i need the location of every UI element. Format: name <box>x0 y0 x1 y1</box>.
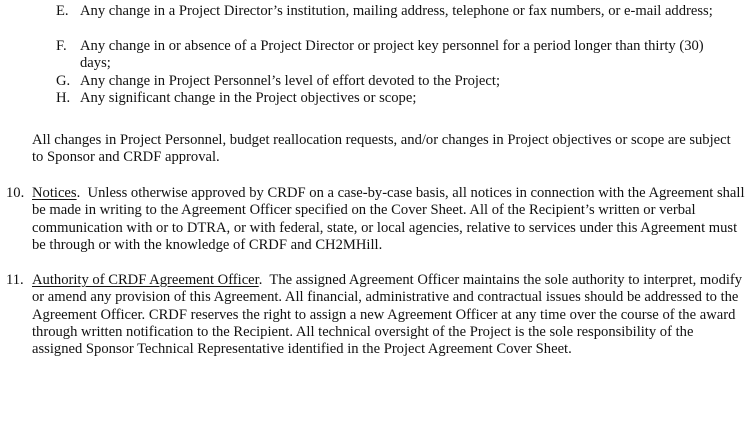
section-10-notices <box>6 185 746 254</box>
section-number: 11. <box>6 272 24 288</box>
list-item-g <box>56 73 736 90</box>
list-letter: H. <box>56 90 71 106</box>
section-11-authority <box>6 272 746 358</box>
section-heading: Notices <box>32 185 77 201</box>
list-letter: F. <box>56 38 67 54</box>
section-text: The assigned Agreement Officer maintains the sole authority to interpret, modify or amend any provision of this Agreement. All financial, administrative and contractual issues should be addressed to the Agreement Officer. CRDF reserves the right to assign a new Agreement Officer at any time over the course of the award through written notification to the Recipient. All technical oversight of the Project is the sole responsibility of the assigned Sponsor Technical Representative identified in the Project Agreement Cover Sheet. <box>32 272 743 358</box>
section-body: Authority of CRDF Agreement Officer. The assigned Agreement Officer maintains the sole authority to interpret, modify or amend any provision of this Agreement. All financial, administrative and contractual issues should be addressed to the Agreement Officer. CRDF reserves the right to assign a new Agreement Officer at any time over the course of the award through written notification to the Recipient. All technical oversight of the Project is the sole responsibility of the assigned Sponsor Technical Representative identified in the Project Agreement Cover Sheet. <box>32 272 743 358</box>
section-number: 10. <box>6 185 25 201</box>
section-heading: Authority of CRDF Agreement Officer <box>32 272 259 288</box>
list-item-f <box>56 38 736 73</box>
list-item-e <box>56 3 736 20</box>
section-body: Notices. Unless otherwise approved by CRDF on a case-by-case basis, all notices in connection with the Agreement shall be made in writing to the Agreement Officer specified on the Cover Sheet. All of the Recipient’s written or verbal communication with or to DTRA, or with federal, state, or local agencies, relative to services under this Agreement must be through or with the knowledge of CRDF and CH2MHill. <box>32 185 745 253</box>
approval-paragraph: All changes in Project Personnel, budget reallocation requests, and/or changes in Project objectives or scope are subject to Sponsor and CRDF approval. <box>32 132 731 166</box>
list-text: Any change in a Project Director’s institution, mailing address, telephone or fax numbers, or e-mail address; <box>80 3 713 19</box>
list-item-h <box>56 90 736 107</box>
list-text: Any change in or absence of a Project Director or project key personnel for a period longer than thirty (30) days; <box>80 38 704 72</box>
list-letter: G. <box>56 73 71 89</box>
list-text: Any change in Project Personnel’s level of effort devoted to the Project; <box>80 73 500 89</box>
list-letter: E. <box>56 3 69 19</box>
section-text: Unless otherwise approved by CRDF on a case-by-case basis, all notices in connection with the Agreement shall be made in writing to the Agreement Officer specified on the Cover Sheet. All of the Recipient’s written or verbal communication with or to DTRA, or with federal, state, or local agencies, relative to services under this Agreement must be through or with the knowledge of CRDF and CH2MHill. <box>32 185 745 253</box>
list-text: Any significant change in the Project objectives or scope; <box>80 90 417 106</box>
